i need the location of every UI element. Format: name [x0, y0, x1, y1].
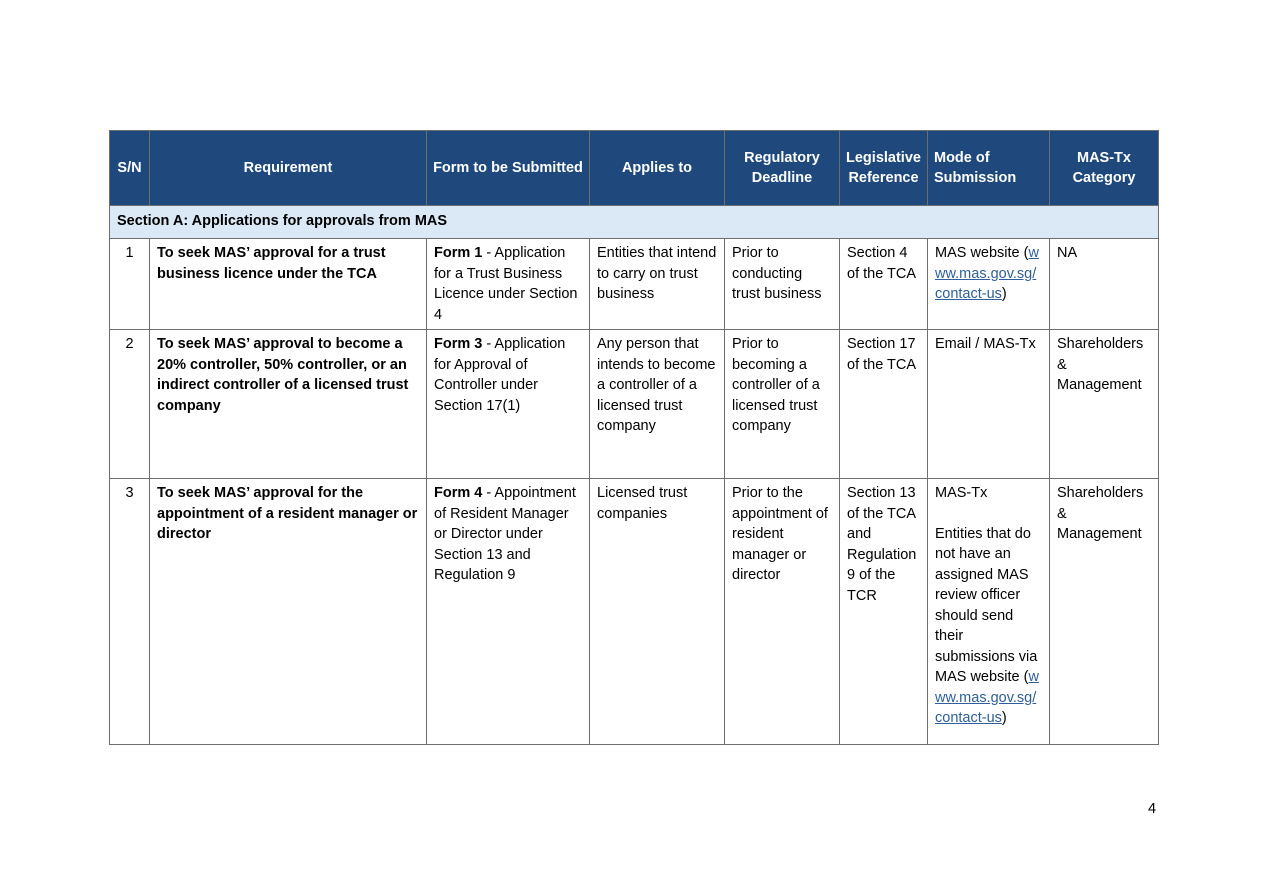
header-legislative: Legislative Reference [840, 131, 928, 206]
mode-text: MAS website [935, 245, 1020, 261]
row-legislative: Section 13 of the TCA and Regulation 9 of the TCR [840, 479, 928, 745]
form-name: Form 4 [434, 485, 483, 501]
row-mode [928, 479, 1050, 745]
header-sn: S/N [110, 131, 150, 206]
table-row [110, 239, 1159, 330]
row-form [427, 330, 590, 479]
mode-text: MAS-Tx [935, 485, 988, 501]
header-deadline: Regulatory Deadline [725, 131, 840, 206]
row-applies-to: Licensed trust companies [590, 479, 725, 745]
row-category: Shareholders & Management [1050, 330, 1159, 479]
table-header-row [110, 131, 1159, 206]
row-deadline: Prior to conducting trust business [725, 239, 840, 330]
page-number: 4 [1148, 801, 1157, 817]
mode-note: Entities that do not have an assigned MAS review officer should send their submissions via MAS website [935, 525, 1038, 685]
paren-close: ) [1001, 710, 1007, 726]
row-mode [928, 239, 1050, 330]
row-requirement: To seek MAS’ approval for a trust business licence under the TCA [150, 239, 427, 330]
contact-us-link[interactable]: www.mas.gov.sg/contact-us [935, 669, 1039, 726]
form-name: Form 1 [434, 245, 483, 261]
table-row [110, 330, 1159, 479]
requirements-table [109, 130, 1159, 745]
row-sn: 2 [110, 330, 150, 479]
section-a-row [110, 206, 1159, 239]
paren-open: ( [1023, 245, 1029, 261]
row-applies-to: Entities that intend to carry on trust business [590, 239, 725, 330]
row-deadline: Prior to becoming a controller of a licensed trust company [725, 330, 840, 479]
row-legislative: Section 4 of the TCA [840, 239, 928, 330]
header-mode: Mode of Submission [928, 131, 1050, 206]
row-requirement: To seek MAS’ approval for the appointment of a resident manager or director [150, 479, 427, 745]
row-form [427, 479, 590, 745]
paren-open: ( [1023, 669, 1029, 685]
row-form [427, 239, 590, 330]
row-sn: 1 [110, 239, 150, 330]
row-requirement: To seek MAS’ approval to become a 20% controller, 50% controller, or an indirect controller of a licensed trust company [150, 330, 427, 479]
form-description: - Application for a Trust Business Licence under Section 4 [434, 245, 578, 323]
form-description: - Appointment of Resident Manager or Director under Section 13 and Regulation 9 [434, 485, 576, 583]
row-deadline: Prior to the appointment of resident manager or director [725, 479, 840, 745]
header-category: MAS-Tx Category [1050, 131, 1159, 206]
row-legislative: Section 17 of the TCA [840, 330, 928, 479]
form-name: Form 3 [434, 336, 483, 352]
row-sn: 3 [110, 479, 150, 745]
contact-us-link[interactable]: www.mas.gov.sg/contact-us [935, 245, 1039, 302]
header-requirement: Requirement [150, 131, 427, 206]
paren-close: ) [1001, 286, 1007, 302]
row-category: NA [1050, 239, 1159, 330]
header-applies-to: Applies to [590, 131, 725, 206]
form-description: - Application for Approval of Controller under Section 17(1) [434, 336, 566, 414]
section-a-title: Section A: Applications for approvals from MAS [110, 206, 1159, 239]
table-row [110, 479, 1159, 745]
spacer [935, 504, 1042, 524]
row-applies-to: Any person that intends to become a controller of a licensed trust company [590, 330, 725, 479]
header-form: Form to be Submitted [427, 131, 590, 206]
row-mode: Email / MAS-Tx [928, 330, 1050, 479]
row-category: Shareholders & Management [1050, 479, 1159, 745]
